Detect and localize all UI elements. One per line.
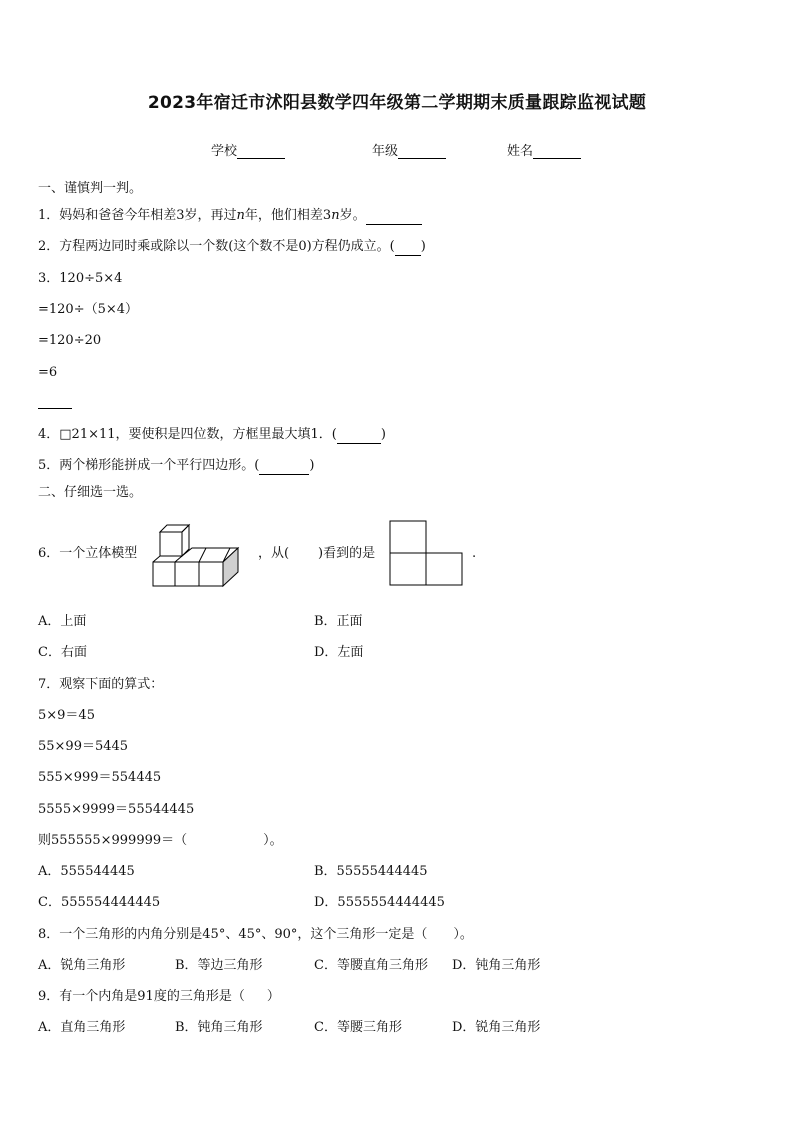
q1-answer-blank[interactable] (366, 211, 422, 225)
view-bottom-right-square (426, 553, 462, 585)
name-field (507, 140, 581, 159)
q9-option-a[interactable]: A．直角三角形 (38, 1020, 126, 1035)
q7-option-a[interactable]: A．555544445 (38, 864, 135, 879)
section-1-heading: 一、谨慎判一判。 (38, 181, 143, 196)
question-7-stem: 7．观察下面的算式： (38, 677, 164, 692)
q8-stem: 8．一个三角形的内角分别是45°、45°、90°，这个三角形一定是（ (38, 927, 428, 942)
q7-equation-2: 55×99＝5445 (38, 739, 129, 754)
q6-text-d: . (472, 546, 477, 561)
q9-option-c[interactable]: C．等腰三角形 (314, 1020, 402, 1035)
view-bottom-left-square (390, 553, 426, 585)
q7-option-c[interactable]: C．555554444445 (38, 895, 161, 910)
top-cube-top (160, 525, 189, 532)
q2-text: 2．方程两边同时乘或除以一个数(这个数不是0)方程仍成立。( (38, 239, 395, 254)
q9-stem: 9．有一个内角是91度的三角形是（ (38, 989, 245, 1004)
question-1 (38, 207, 422, 225)
page-title: 2023年宿迁市沭阳县数学四年级第二学期期末质量跟踪监视试题 (147, 93, 647, 113)
top-cube-front (160, 532, 182, 556)
q5-end: ) (309, 458, 315, 473)
q3-answer-blank[interactable] (38, 408, 72, 409)
name-blank[interactable] (533, 146, 581, 159)
question-5 (38, 457, 314, 475)
grade-label: 年级 (372, 144, 399, 159)
q4-text: 4．□21×11，要使积是四位数，方框里最大填1．( (38, 427, 337, 442)
bottom-right-side (223, 548, 238, 586)
question-9 (38, 988, 280, 1006)
q7-option-d[interactable]: D．5555554444445 (314, 895, 445, 910)
q7-ask-end: ）。 (263, 833, 283, 848)
q6-text-c: )看到的是 (318, 546, 376, 561)
q6-option-a[interactable]: A．上面 (38, 614, 87, 629)
bottom-cube-2 (175, 562, 199, 586)
q8-end: ）。 (453, 927, 473, 942)
question-2 (38, 238, 426, 256)
q7-equation-1: 5×9＝45 (38, 708, 95, 723)
bottom-cube-1 (153, 562, 175, 586)
q7-equation-4: 5555×9999＝55544445 (38, 802, 195, 817)
q9-end: ） (266, 989, 280, 1004)
q1-var-n: n (236, 208, 245, 223)
cube-model-figure (150, 520, 242, 590)
q9-option-d[interactable]: D．锐角三角形 (452, 1020, 541, 1035)
school-field (211, 140, 285, 159)
school-blank[interactable] (237, 146, 285, 159)
q5-text: 5．两个梯形能拼成一个平行四边形。( (38, 458, 260, 473)
question-3-line-3: =120÷20 (38, 333, 102, 348)
q4-answer-blank[interactable] (337, 430, 381, 444)
q7-question (38, 832, 283, 850)
q2-end: ) (420, 239, 426, 254)
q6-option-b[interactable]: B．正面 (314, 614, 363, 629)
question-3-line-2: =120÷（5×4） (38, 302, 139, 317)
q6-option-c[interactable]: C．右面 (38, 645, 87, 660)
bottom-cube-3 (199, 562, 223, 586)
q1-var-n2: n (331, 208, 340, 223)
q9-option-b[interactable]: B．钝角三角形 (175, 1020, 263, 1035)
q7-option-b[interactable]: B．55555444445 (314, 864, 428, 879)
q1-text-c: 岁。 (339, 208, 366, 223)
q7-ask: 则555555×999999＝（ (38, 833, 188, 848)
q8-option-c[interactable]: C．等腰直角三角形 (314, 958, 428, 973)
grade-blank[interactable] (398, 146, 446, 159)
q8-option-a[interactable]: A．锐角三角形 (38, 958, 126, 973)
view-top-square (390, 521, 426, 553)
q7-equation-3: 555×999＝554445 (38, 770, 162, 785)
q2-answer-blank[interactable] (395, 242, 421, 256)
name-label: 姓名 (507, 144, 534, 159)
grade-field (372, 140, 446, 159)
q6-text-b: ，从( (258, 546, 290, 561)
q4-end: ) (380, 427, 386, 442)
question-8 (38, 926, 473, 944)
q6-option-d[interactable]: D．左面 (314, 645, 364, 660)
view-shape-figure (389, 520, 465, 586)
school-label: 学校 (211, 144, 238, 159)
q1-text-a: 1．妈妈和爸爸今年相差3岁，再过 (38, 208, 237, 223)
question-3-line-1: 3．120÷5×4 (38, 271, 123, 286)
q5-answer-blank[interactable] (259, 461, 309, 475)
section-2-heading: 二、仔细选一选。 (38, 485, 143, 500)
q6-text-a: 6．一个立体模型 (38, 546, 138, 561)
q8-option-b[interactable]: B．等边三角形 (175, 958, 263, 973)
question-3-line-4: =6 (38, 365, 58, 380)
q1-text-b: 年，他们相差3 (244, 208, 332, 223)
q8-option-d[interactable]: D．钝角三角形 (452, 958, 541, 973)
question-4 (38, 426, 386, 444)
